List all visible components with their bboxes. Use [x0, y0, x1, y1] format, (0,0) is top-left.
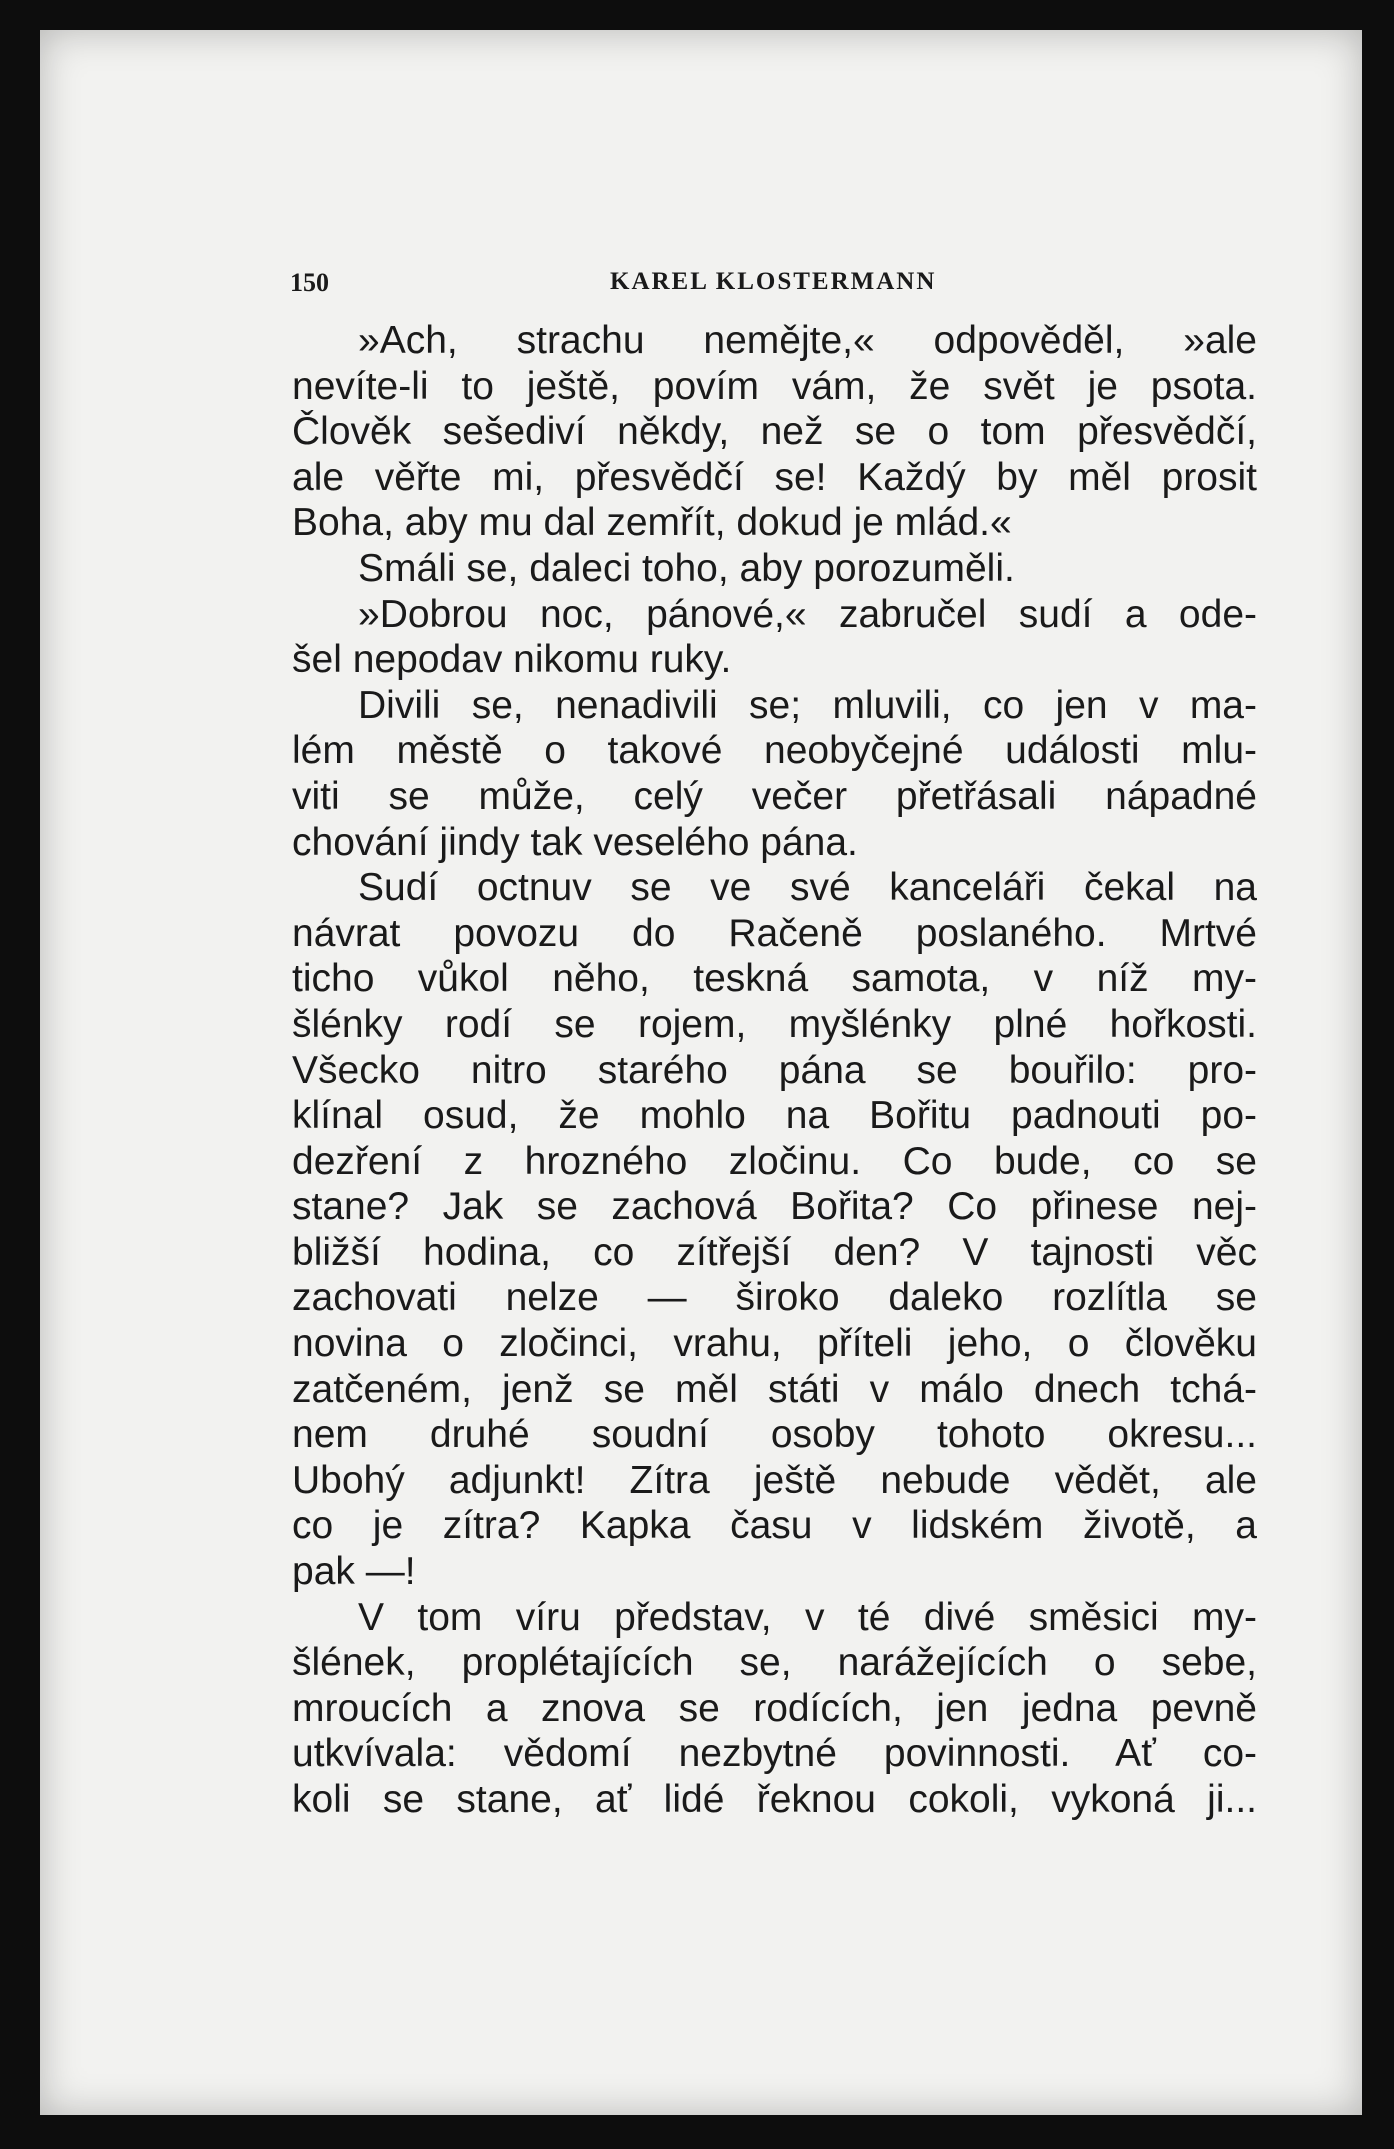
text-line: pak —!: [292, 1550, 416, 1594]
text-line: viti se může, celý večer přetřásali nápadné: [292, 774, 1257, 818]
page-header: [290, 268, 1005, 308]
text-line: ale věřte mi, přesvědčí se! Každý by měl prosit: [292, 455, 1257, 499]
text-line: »Ach, strachu nemějte,« odpověděl, »ale: [358, 319, 1257, 362]
body-text: [292, 318, 1257, 1823]
text-line: Boha, aby mu dal zemřít, dokud je mlád.«: [292, 501, 1012, 545]
text-line: Smáli se, daleci toho, aby porozuměli.: [358, 546, 1015, 590]
text-line: chování jindy tak veselého pána.: [292, 820, 858, 864]
text-line: klínal osud, že mohlo na Bořitu padnouti po-: [292, 1094, 1257, 1138]
text-line: ticho vůkol něho, teskná samota, v níž my-: [292, 957, 1257, 1001]
text-line: Sudí octnuv se ve své kanceláři čekal na: [358, 866, 1257, 910]
text-line: koli se stane, ať lidé řeknou cokoli, vykoná ji...: [292, 1778, 1257, 1821]
text-line: šlénky rodí se rojem, myšlénky plné hořkosti.: [292, 1002, 1257, 1046]
text-line: lém městě o takové neobyčejné události mlu-: [292, 729, 1257, 773]
text-line: novina o zločinci, vrahu, příteli jeho, o člověku: [292, 1322, 1257, 1366]
text-line: V tom víru představ, v té divé směsici my-: [358, 1595, 1257, 1639]
text-line: »Dobrou noc, pánové,« zabručel sudí a ode-: [358, 592, 1257, 636]
text-line: nevíte-li to ještě, povím vám, že svět je psota.: [292, 364, 1257, 408]
text-line: dezření z hrozného zločinu. Co bude, co se: [292, 1139, 1257, 1183]
text-line: Divili se, nenadivili se; mluvili, co jen v ma-: [358, 683, 1257, 727]
text-line: stane? Jak se zachová Bořita? Co přinese nej-: [292, 1185, 1257, 1229]
text-line: co je zítra? Kapka času v lidském životě, a: [292, 1504, 1257, 1548]
page-number: 150: [290, 268, 329, 297]
text-line: Ubohý adjunkt! Zítra ještě nebude vědět, ale: [292, 1458, 1257, 1502]
text-line: návrat povozu do Račeně poslaného. Mrtvé: [292, 911, 1257, 955]
text-line: šel nepodav nikomu ruky.: [292, 638, 732, 682]
text-line: utkvívala: vědomí nezbytné povinnosti. Ať co-: [292, 1732, 1257, 1776]
text-line: Všecko nitro starého pána se bouřilo: pro-: [292, 1048, 1257, 1092]
text-line: nem druhé soudní osoby tohoto okresu...: [292, 1413, 1257, 1457]
text-line: mroucích a znova se rodících, jen jedna pevně: [292, 1686, 1257, 1730]
text-line: zatčeném, jenž se měl státi v málo dnech tchá-: [292, 1367, 1257, 1411]
text-line: Člověk sešediví někdy, než se o tom přesvědčí,: [292, 410, 1257, 454]
text-line: zachovati nelze — široko daleko rozlítla se: [292, 1276, 1257, 1320]
text-line: šlének, proplétajících se, narážejících o sebe,: [292, 1641, 1257, 1685]
text-line: bližší hodina, co zítřejší den? V tajnosti věc: [292, 1230, 1257, 1274]
running-head: KAREL KLOSTERMANN: [610, 268, 937, 295]
